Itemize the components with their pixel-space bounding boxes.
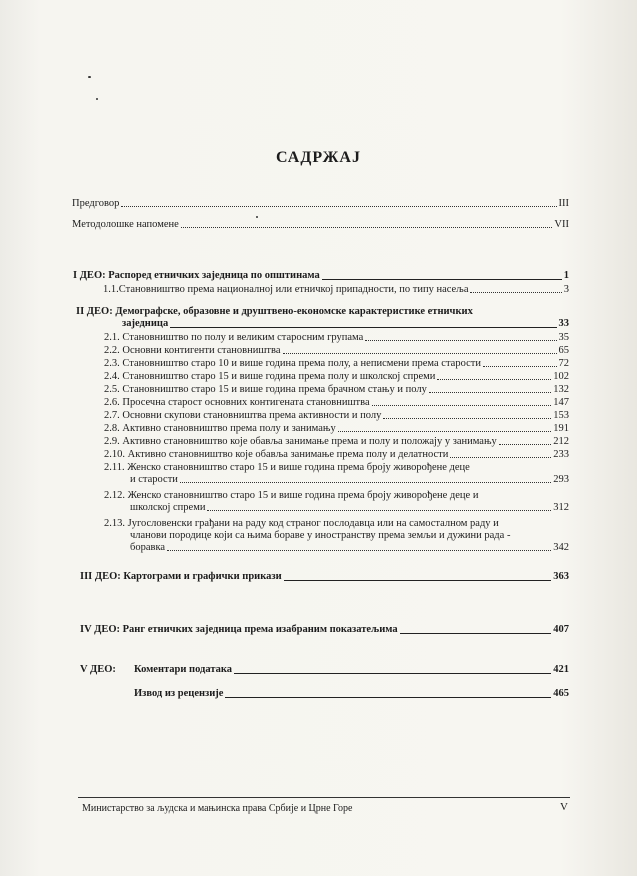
- dot-leader: [338, 431, 552, 432]
- entry-label: 2.4. Становништво старо 15 и више година према полу и школској спреми: [104, 371, 436, 382]
- rule-leader: [400, 633, 552, 634]
- entry-label: боравка: [130, 542, 166, 553]
- toc-part-2[interactable]: [122, 318, 569, 330]
- toc-entry-preface[interactable]: [72, 198, 569, 210]
- dot-leader: [499, 444, 551, 445]
- toc-entry-2-7[interactable]: [104, 410, 569, 422]
- toc-title: САДРЖАЈ: [276, 149, 361, 166]
- entry-page: 465: [553, 688, 569, 699]
- dot-leader: [167, 550, 551, 551]
- entry-label: 1.1.Становништво према националној или етничкој припадности, по типу насеља: [103, 284, 469, 295]
- toc-entry-2-10[interactable]: [104, 449, 569, 461]
- entry-label: 2.3. Становништво старо 10 и више година према полу, а неписмени према старости: [104, 358, 481, 369]
- entry-page: 132: [553, 384, 569, 395]
- entry-page: 233: [553, 449, 569, 460]
- rule-leader: [234, 673, 551, 674]
- entry-page: 102: [553, 371, 569, 382]
- toc-part-5[interactable]: [134, 664, 569, 676]
- part-heading: Извод из рецензије: [134, 688, 224, 699]
- toc-entry-2-13-line2[interactable]: чланови породице који са њима бораве у иностранству према земљи и дужини рада -: [130, 530, 511, 541]
- dot-leader: [470, 292, 561, 293]
- toc-part-1[interactable]: [73, 270, 569, 282]
- entry-label: 2.1. Становништво по полу и великим старосним групама: [104, 332, 364, 343]
- entry-page: 191: [553, 423, 569, 434]
- dot-leader: [383, 418, 551, 419]
- toc-entry-2-6[interactable]: [104, 397, 569, 409]
- toc-entry-2-11-line1[interactable]: 2.11. Женско становништво старо 15 и више година према броју живорођене деце: [104, 462, 470, 473]
- toc-entry-2-3[interactable]: [104, 358, 569, 370]
- entry-label: Методолошке напомене: [72, 219, 179, 230]
- scan-speck: [88, 76, 91, 78]
- toc-part-3[interactable]: [80, 571, 569, 583]
- toc-entry-2-2[interactable]: [104, 345, 569, 357]
- toc-entry-2-1[interactable]: [104, 332, 569, 344]
- rule-leader: [170, 327, 556, 328]
- dot-leader: [180, 482, 551, 483]
- dot-leader: [437, 379, 551, 380]
- entry-page: 407: [553, 624, 569, 635]
- part-heading: I ДЕО: Распоред етничких заједница по општинама: [73, 270, 320, 281]
- entry-page: 1: [563, 270, 569, 281]
- entry-page: 33: [558, 318, 569, 329]
- entry-page: 153: [553, 410, 569, 421]
- toc-entry-2-8[interactable]: [104, 423, 569, 435]
- dot-leader: [181, 227, 553, 228]
- entry-label: 2.5. Становништво старо 15 и више година према брачном стању и полу: [104, 384, 427, 395]
- toc-entry-2-12[interactable]: [130, 502, 569, 514]
- part-heading: IV ДЕО: Ранг етничких заједница према изабраним показатељима: [80, 624, 398, 635]
- toc-entry-2-4[interactable]: [104, 371, 569, 383]
- rule-leader: [284, 580, 552, 581]
- part-heading: Коментари података: [134, 664, 233, 675]
- entry-label: Предговор: [72, 198, 120, 209]
- entry-page: 342: [553, 542, 569, 553]
- entry-label: 2.10. Активно становништво које обавља занимање према полу и делатности: [104, 449, 449, 460]
- entry-page: 147: [553, 397, 569, 408]
- toc-part-4[interactable]: [80, 624, 569, 636]
- toc-entry-2-12-line1[interactable]: 2.12. Женско становништво старо 15 и више година према броју живорођене деце и: [104, 490, 479, 501]
- entry-label: 2.9. Активно становништво које обавља занимање према и полу и положају у занимању: [104, 436, 497, 447]
- toc-entry-2-5[interactable]: [104, 384, 569, 396]
- entry-page: 312: [553, 502, 569, 513]
- footer-page-number: V: [560, 801, 568, 813]
- entry-page: 65: [558, 345, 569, 356]
- toc-entry-2-11[interactable]: [130, 474, 569, 486]
- entry-label: и старости: [130, 474, 178, 485]
- toc-entry-2-13[interactable]: [130, 542, 569, 554]
- dot-leader: [283, 353, 557, 354]
- rule-leader: [322, 279, 562, 280]
- dot-leader: [429, 392, 551, 393]
- dot-leader: [450, 457, 551, 458]
- toc-entry-methodology[interactable]: [72, 219, 569, 231]
- footer-publisher: Министарство за људска и мањинска права Србије и Црне Горе: [82, 803, 353, 814]
- toc-part-2-line1[interactable]: II ДЕО: Демографске, образовне и друштвено-економске карактеристике етничких: [76, 306, 473, 317]
- entry-page: 72: [558, 358, 569, 369]
- entry-page: VII: [554, 219, 569, 230]
- entry-label: 2.2. Основни контигенти становништва: [104, 345, 281, 356]
- entry-page: III: [558, 198, 569, 209]
- toc-review[interactable]: [134, 688, 569, 700]
- rule-leader: [225, 697, 551, 698]
- dot-leader: [121, 206, 556, 207]
- toc-entry-2-9[interactable]: [104, 436, 569, 448]
- scan-speck: [96, 98, 98, 100]
- entry-page: 363: [553, 571, 569, 582]
- part-heading: заједница: [122, 318, 169, 329]
- dot-leader: [483, 366, 557, 367]
- entry-label: 2.8. Активно становништво према полу и занимању: [104, 423, 336, 434]
- part-heading: III ДЕО: Картограми и графички прикази: [80, 571, 282, 582]
- entry-page: 35: [558, 332, 569, 343]
- scan-speck: [256, 216, 258, 218]
- toc-entry-2-13-line1[interactable]: 2.13. Југословенски грађани на раду код страног послодавца или на самосталном раду и: [104, 518, 499, 529]
- entry-page: 293: [553, 474, 569, 485]
- entry-label: школској спреми: [130, 502, 206, 513]
- toc-entry-1-1[interactable]: [103, 284, 569, 296]
- toc-part-5-label: V ДЕО:: [80, 664, 116, 675]
- dot-leader: [372, 405, 552, 406]
- dot-leader: [365, 340, 556, 341]
- dot-leader: [207, 510, 551, 511]
- entry-label: 2.7. Основни скупови становништва према активности и полу: [104, 410, 382, 421]
- entry-page: 3: [563, 284, 569, 295]
- entry-label: 2.6. Просечна старост основних контигената становништва: [104, 397, 370, 408]
- entry-page: 421: [553, 664, 569, 675]
- entry-page: 212: [553, 436, 569, 447]
- footer-divider: [78, 797, 570, 798]
